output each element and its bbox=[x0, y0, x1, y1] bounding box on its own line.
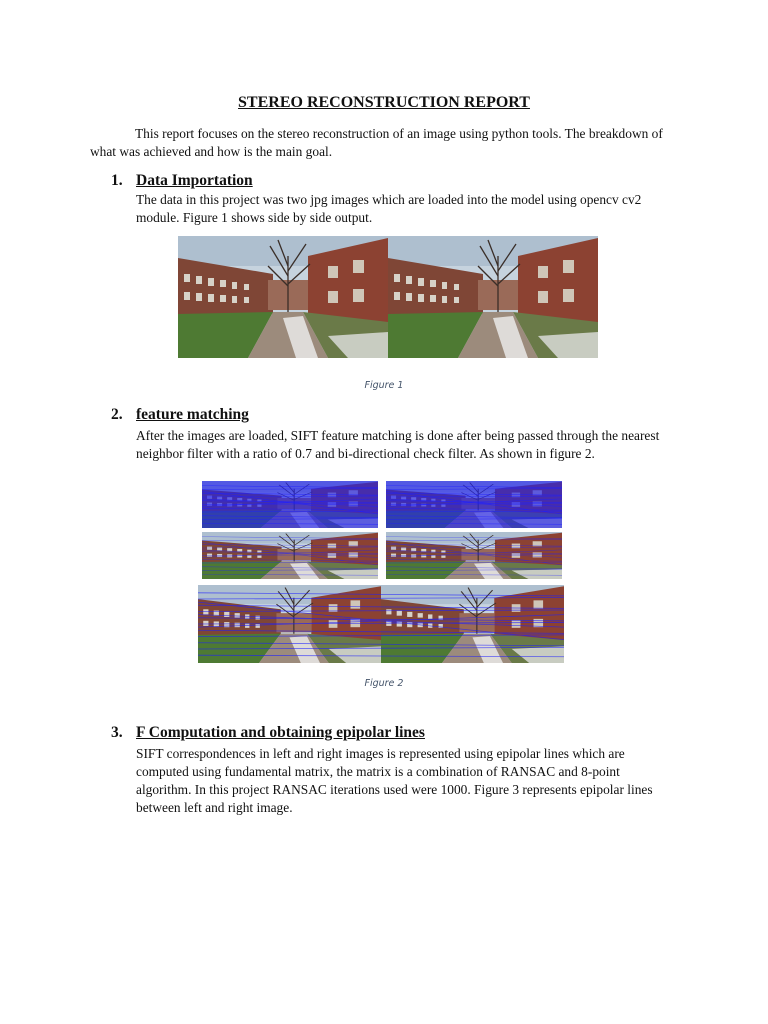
figure-1-caption: Figure 1 bbox=[364, 380, 404, 391]
figure-2-match-image-mid-right bbox=[386, 532, 562, 579]
figure-2-match-image-top-right bbox=[386, 481, 562, 528]
section-number: 1. bbox=[111, 172, 123, 189]
intro-paragraph: This report focuses on the stereo reconstruction of an image using python tools. The breakdown of what was achieved and how is the main goal. bbox=[90, 126, 663, 159]
section-title: feature matching bbox=[136, 406, 249, 423]
body-line: between left and right image. bbox=[136, 800, 293, 815]
section-1-heading bbox=[111, 172, 253, 190]
section-3-heading bbox=[111, 724, 425, 742]
section-3-body bbox=[136, 745, 681, 817]
section-title: Data Importation bbox=[136, 172, 253, 189]
section-number: 3. bbox=[111, 724, 123, 741]
figure-1-left-image bbox=[178, 236, 388, 358]
section-title: F Computation and obtaining epipolar lines bbox=[136, 724, 425, 741]
section-2-heading bbox=[111, 406, 249, 424]
figure-1-right-image bbox=[388, 236, 598, 358]
section-2-body bbox=[136, 427, 681, 463]
section-number: 2. bbox=[111, 406, 123, 423]
body-line: The data in this project was two jpg images which are loaded into the model using opencv cv2 bbox=[136, 192, 642, 207]
body-line: SIFT correspondences in left and right images is represented using epipolar lines which are bbox=[136, 746, 625, 761]
figure-2-match-image-mid-left bbox=[202, 532, 378, 579]
report-title: STEREO RECONSTRUCTION REPORT bbox=[238, 94, 530, 111]
figure-2-caption: Figure 2 bbox=[364, 678, 404, 689]
body-line: algorithm. In this project RANSAC iterations used were 1000. Figure 3 represents epipolar lines bbox=[136, 782, 653, 797]
section-1-body bbox=[136, 191, 681, 227]
figure-2-match-image-top-left bbox=[202, 481, 378, 528]
body-line: After the images are loaded, SIFT feature matching is done after being passed through the nearest bbox=[136, 428, 660, 443]
body-line: module. Figure 1 shows side by side output. bbox=[136, 210, 373, 225]
figure-2-match-image-bottom bbox=[198, 585, 564, 663]
body-line: neighbor filter with a ratio of 0.7 and bi-directional check filter. As shown in figure 2. bbox=[136, 446, 595, 461]
body-line: computed using fundamental matrix, the matrix is a combination of RANSAC and 8-point bbox=[136, 764, 620, 779]
